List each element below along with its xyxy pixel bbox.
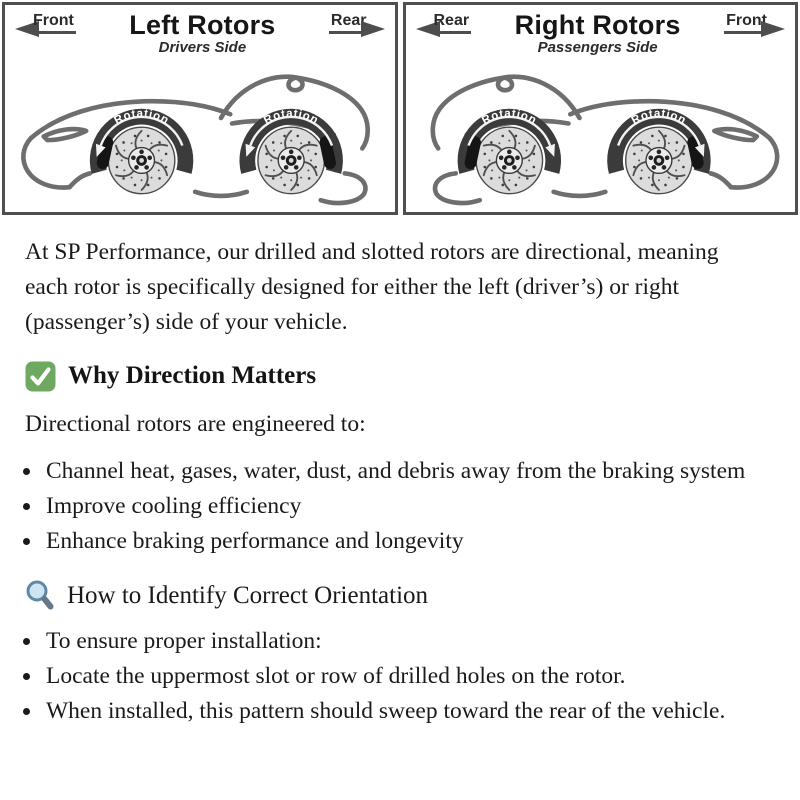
list-item: • Improve cooling efficiency bbox=[43, 489, 763, 524]
panel-title: Right Rotors bbox=[514, 10, 681, 40]
rear-direction-label bbox=[416, 12, 472, 37]
svg-text:Rotation: Rotation bbox=[261, 107, 321, 127]
edge-label-text: Rear bbox=[329, 12, 369, 34]
edge-label-text: Rear bbox=[432, 12, 472, 34]
panel-title: Left Rotors bbox=[129, 10, 276, 40]
rear-direction-label bbox=[329, 12, 385, 37]
arrow-right-icon bbox=[361, 21, 385, 37]
section-lead: Directional rotors are engineered to: bbox=[25, 411, 366, 437]
list-item: • Channel heat, gases, water, dust, and debris away from the braking system bbox=[43, 454, 763, 489]
svg-text:Rotation: Rotation bbox=[112, 107, 171, 127]
section-heading-identify-orientation bbox=[25, 579, 770, 612]
svg-text:Rotation: Rotation bbox=[629, 107, 688, 127]
arrow-right-icon bbox=[761, 21, 785, 37]
list-item: • To ensure proper installation: bbox=[43, 624, 763, 659]
front-direction-label bbox=[15, 12, 76, 37]
left-panel-header bbox=[5, 5, 395, 55]
right-rotors-panel bbox=[403, 2, 799, 215]
orientation-steps-list bbox=[25, 624, 763, 729]
magnifier-icon bbox=[25, 579, 55, 612]
panel-subtitle: Passengers Side bbox=[537, 38, 658, 56]
check-icon bbox=[25, 361, 56, 392]
section-heading-why-direction-matters bbox=[25, 360, 770, 392]
right-panel-titlebox bbox=[471, 12, 724, 55]
edge-label-text: Front bbox=[31, 12, 76, 34]
left-rotors-panel bbox=[2, 2, 398, 215]
article-body bbox=[0, 215, 795, 729]
edge-label-text: Front bbox=[724, 12, 769, 34]
rotor-direction-diagram bbox=[0, 0, 800, 215]
car-rotor-illustration-right bbox=[406, 57, 796, 214]
benefits-list bbox=[25, 454, 763, 559]
right-panel-header bbox=[406, 5, 796, 55]
left-panel-titlebox bbox=[76, 12, 329, 55]
car-rotor-illustration-left bbox=[5, 57, 395, 214]
panel-subtitle: Drivers Side bbox=[158, 38, 247, 56]
intro-paragraph: At SP Performance, our drilled and slotted rotors are directional, meaning each rotor is specifically designed for either the left (driver’s) or right (passenger’s) side of your vehicle. bbox=[25, 239, 719, 335]
front-direction-label bbox=[724, 12, 785, 37]
list-item: • Enhance braking performance and longevity bbox=[43, 524, 763, 559]
section-title: How to Identify Correct Orientation bbox=[67, 581, 429, 609]
list-item: • Locate the uppermost slot or row of drilled holes on the rotor. bbox=[43, 659, 763, 694]
section-title: Why Direction Matters bbox=[68, 362, 317, 389]
list-item: • When installed, this pattern should sweep toward the rear of the vehicle. bbox=[43, 694, 763, 729]
svg-text:Rotation: Rotation bbox=[479, 107, 539, 127]
